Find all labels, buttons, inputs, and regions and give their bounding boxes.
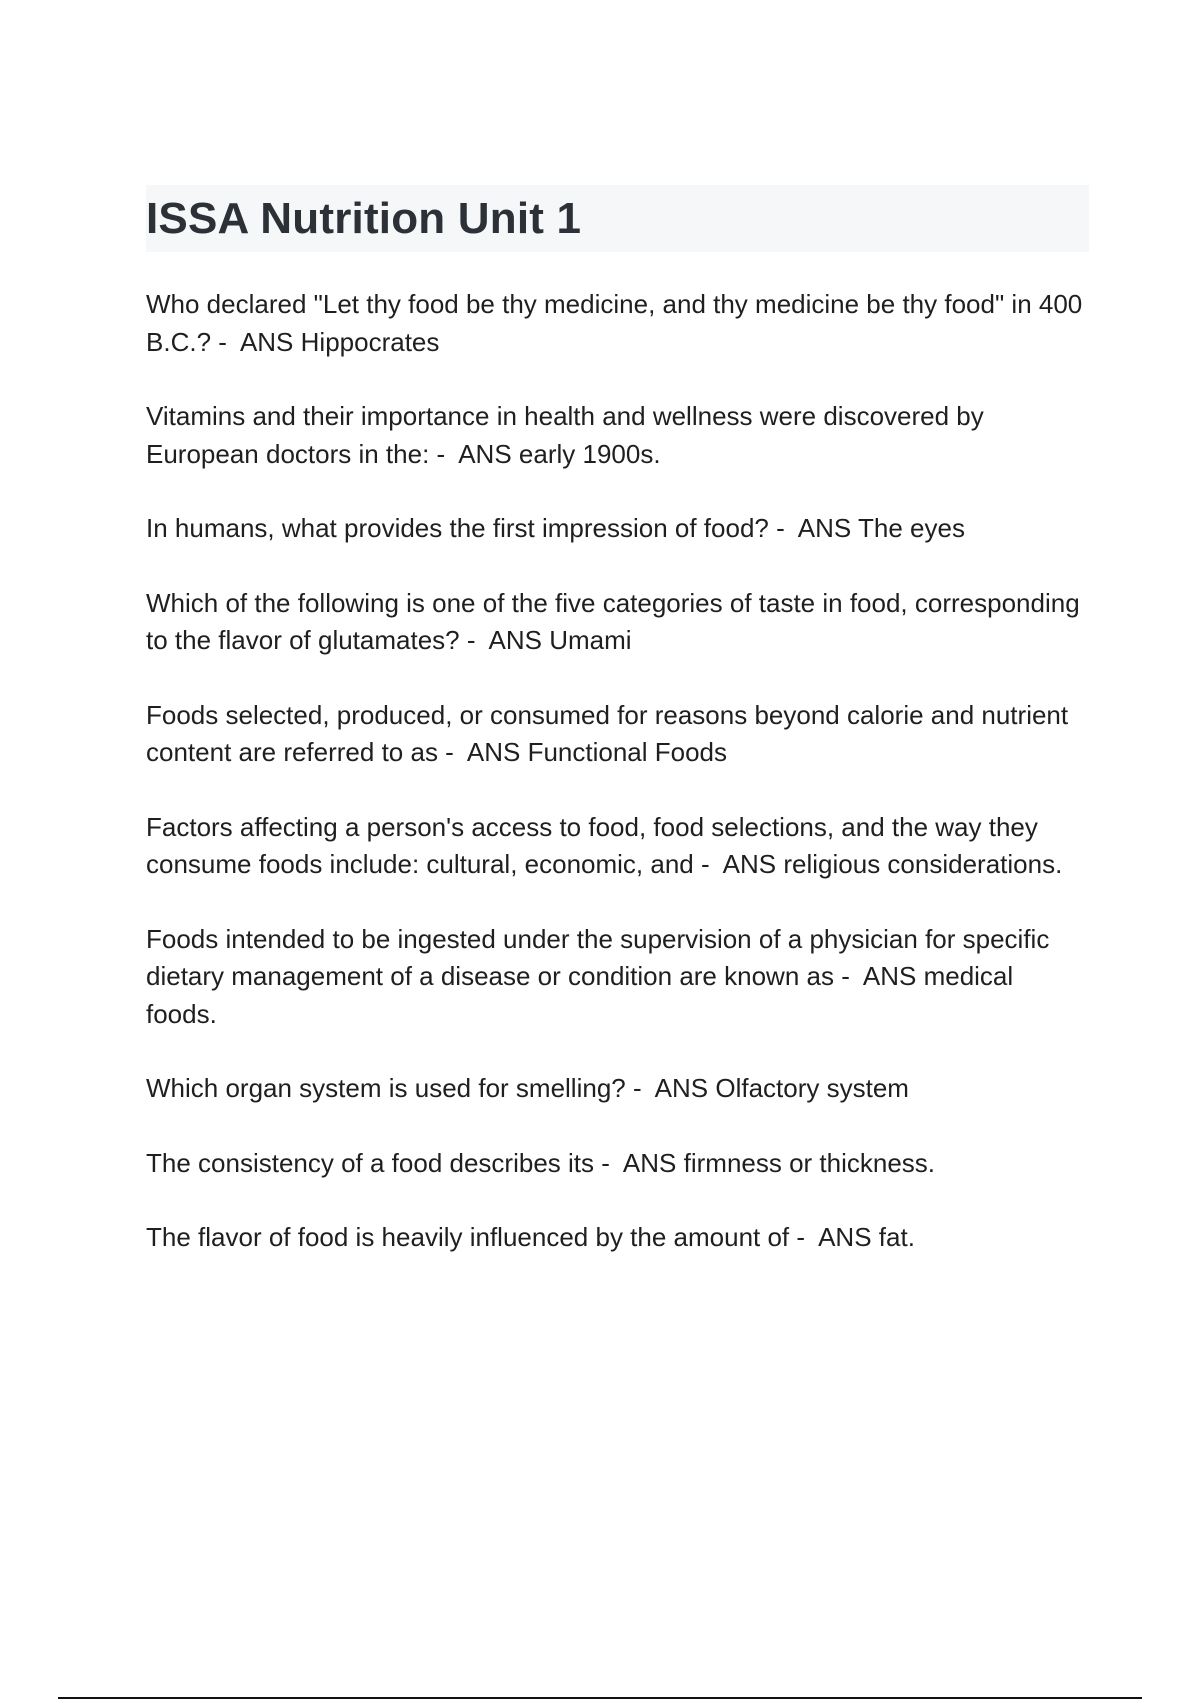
question-text: Factors affecting a person's access to food, food selections, and the way they consume foods include: cultural, economic, and: [146, 811, 1038, 879]
qa-item: [146, 1145, 1091, 1183]
answer-prefix: ANS: [654, 1073, 709, 1103]
qa-list: [146, 286, 1091, 1294]
answer-text: medical foods.: [146, 961, 1014, 1029]
title-band: [146, 185, 1089, 252]
qa-item: [146, 809, 1091, 884]
separator: -: [437, 737, 467, 767]
separator: -: [211, 326, 240, 357]
question-text: Vitamins and their importance in health and wellness were discovered by European doctors in the:: [146, 401, 984, 469]
answer-prefix: ANS: [862, 961, 917, 991]
separator: -: [789, 1222, 819, 1252]
footer-divider: [58, 1697, 1142, 1699]
answer-text: Olfactory system: [715, 1073, 909, 1103]
answer-text: Hippocrates: [300, 326, 440, 357]
answer-prefix: ANS: [797, 513, 852, 543]
separator: -: [833, 961, 863, 991]
separator: -: [768, 513, 798, 543]
question-text: Which of the following is one of the five categories of taste in food, corresponding to the flavor of glutamates?: [146, 587, 1080, 655]
separator: -: [625, 1073, 655, 1103]
question-text: Foods selected, produced, or consumed for reasons beyond calorie and nutrient content are referred to as: [146, 699, 1069, 767]
answer-prefix: ANS: [622, 1147, 677, 1178]
question-text: The flavor of food is heavily influenced by the amount of: [146, 1222, 790, 1252]
answer-text: fat.: [878, 1222, 915, 1252]
qa-item: [146, 1070, 1091, 1108]
answer-prefix: ANS: [818, 1222, 872, 1252]
separator: -: [429, 438, 459, 469]
answer-text: religious considerations.: [783, 849, 1063, 879]
qa-item: [146, 398, 1091, 473]
answer-text: Functional Foods: [527, 737, 728, 767]
answer-prefix: ANS: [488, 625, 542, 655]
answer-prefix: ANS: [239, 326, 294, 357]
qa-item: [146, 1219, 1091, 1257]
question-text: The consistency of a food describes its: [146, 1147, 595, 1178]
qa-item: [146, 697, 1091, 772]
question-text: Foods intended to be ingested under the supervision of a physician for specific dietary management of a disease or condition are known as: [146, 923, 1050, 991]
qa-item: [146, 585, 1091, 660]
qa-item: [146, 510, 1091, 548]
separator: -: [459, 625, 489, 655]
answer-prefix: ANS: [466, 737, 521, 767]
separator: -: [693, 849, 723, 879]
answer-text: The eyes: [858, 513, 965, 543]
qa-item: [146, 286, 1091, 361]
answer-prefix: ANS: [458, 438, 512, 469]
page-title: ISSA Nutrition Unit 1: [146, 194, 582, 243]
question-text: In humans, what provides the first impression of food?: [146, 513, 769, 543]
answer-text: early 1900s.: [518, 438, 661, 469]
separator: -: [594, 1147, 623, 1178]
answer-text: firmness or thickness.: [683, 1147, 936, 1178]
question-text: Who declared "Let thy food be thy medicine, and thy medicine be thy food" in 400 B.C.?: [146, 289, 1083, 357]
answer-text: Umami: [549, 625, 632, 655]
qa-item: [146, 921, 1091, 1034]
question-text: Which organ system is used for smelling?: [146, 1073, 626, 1103]
answer-prefix: ANS: [722, 849, 777, 879]
